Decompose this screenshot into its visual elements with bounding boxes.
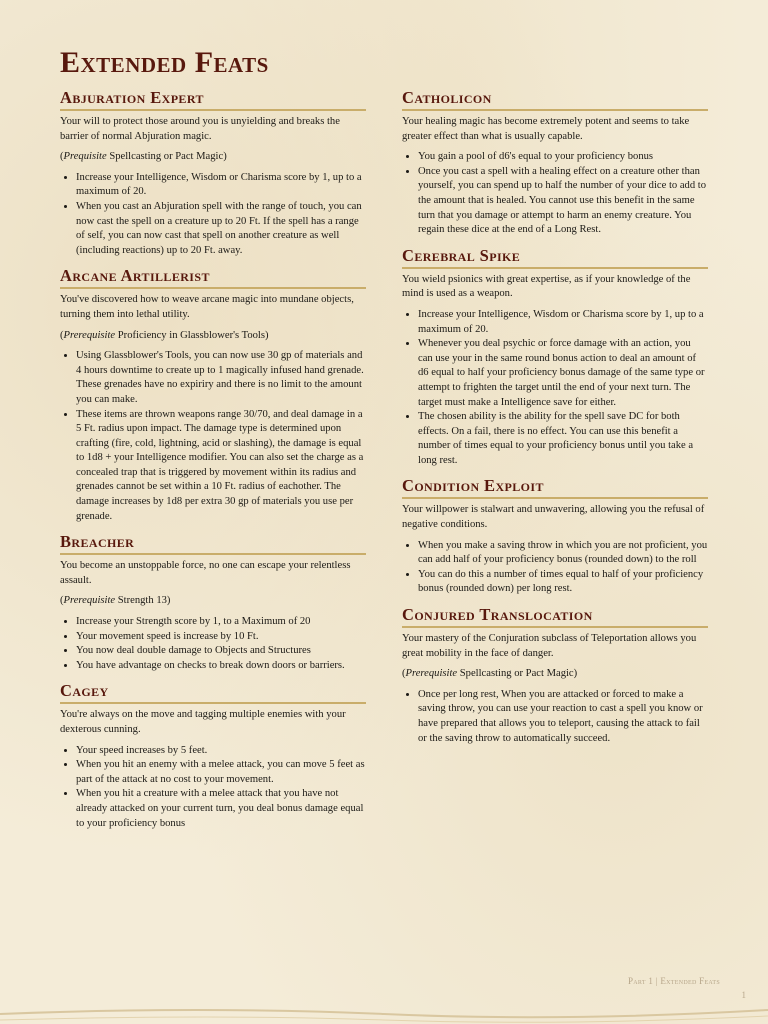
prerequisite-label: Prerequisite — [63, 329, 116, 341]
feat-cagey — [60, 681, 366, 831]
list-item: • When you hit a creature with a melee attack that you have not already attacked on your current turn, you deal bonus damage equal to your proficiency bonus — [76, 787, 366, 831]
page-number: 1 — [741, 990, 746, 1000]
feat-benefits-list — [402, 308, 708, 469]
feat-description: Your healing magic has become extremely potent and seems to take greater effect than what is usually capable. — [402, 116, 690, 142]
prerequisite-text: Spellcasting or Pact Magic) — [106, 151, 227, 163]
feat-benefits-list — [60, 744, 366, 832]
feat-heading: Cagey — [60, 681, 366, 704]
prerequisite-label: Prerequisite — [63, 595, 116, 607]
list-item: • When you make a saving throw in which you are not proficient, you can add half of your proficiency bonus (rounded down) to the roll — [418, 539, 708, 568]
feat-benefits-list — [402, 539, 708, 597]
list-item: • Using Glassblower's Tools, you can now use 30 gp of materials and 4 hours downtime to create up to 1 magically infused hand grenade. These grenades have no expiriry and there is no limit to the amount you can make. — [76, 349, 366, 407]
feat-condition-exploit — [402, 476, 708, 597]
feat-benefits-list — [60, 349, 366, 524]
feat-heading: Catholicon — [402, 88, 708, 111]
feat-prerequisite: (Prequisite Spellcasting or Pact Magic) — [60, 151, 227, 163]
list-item: • You gain a pool of d6's equal to your proficiency bonus — [418, 150, 708, 165]
feat-description: You've discovered how to weave arcane magic into mundane objects, turning them into lethal utility. — [60, 294, 354, 320]
list-item: • You can do this a number of times equal to half of your proficiency bonus (rounded down) per long rest. — [418, 568, 708, 597]
feat-description: You become an unstoppable force, no one can escape your relentless assault. — [60, 560, 351, 586]
list-item: • When you hit an enemy with a melee attack, you can move 5 feet as part of the attack at no cost to your movement. — [76, 758, 366, 787]
prerequisite-text: Spellcasting or Pact Magic) — [457, 668, 578, 680]
footer-ornament — [0, 984, 768, 1024]
feat-conjured-translocation — [402, 605, 708, 746]
prerequisite-label: Prerequisite — [405, 668, 458, 680]
list-item: • Your speed increases by 5 feet. — [76, 744, 366, 759]
list-item: • These items are thrown weapons range 30/70, and deal damage in a 5 Ft. radius upon impact. The damage type is determined upon crafting (fire, cold, lightning, acid or slashing), the damage is equal to 1d8 + your Intelligence modifier. You can also set the charge as a concealed trap that is triggered by movement within its radius and grenades cannot be set within a 10 Ft. radius of eachother. The damage increases by 1d8 per extra 30 gp of materials you use per grenade. — [76, 408, 366, 525]
feat-benefits-list — [402, 150, 708, 238]
page-title: Extended Feats — [60, 46, 269, 79]
feat-prerequisite: (Prerequisite Spellcasting or Pact Magic) — [402, 668, 578, 680]
feat-heading: Conjured Translocation — [402, 605, 708, 628]
feat-heading: Abjuration Expert — [60, 88, 366, 111]
list-item: • Your movement speed is increase by 10 Ft. — [76, 630, 366, 645]
feat-benefits-list — [60, 171, 366, 259]
prerequisite-label: Prequisite — [63, 151, 107, 163]
list-item: • Whenever you deal psychic or force damage with an action, you can use your in the same round bonus action to deal an amount of d6 equal to half your proficiency bonus damage of the same type or attempt to frighten the target until the end of your next turn. The target must make a Intelligence save for either. — [418, 337, 708, 410]
right-column — [402, 88, 708, 754]
prerequisite-text: Strength 13) — [115, 595, 171, 607]
list-item: • Once per long rest, When you are attacked or forced to make a saving throw, you can use your reaction to cast a spell you know or have prepared that allows you to teleport, causing the attack to fail or the saving throw to automatically succeed. — [418, 688, 708, 746]
feat-catholicon — [402, 88, 708, 238]
list-item: • Increase your Intelligence, Wisdom or Charisma score by 1, up to a maximum of 20. — [418, 308, 708, 337]
left-column — [60, 88, 366, 839]
list-item: • The chosen ability is the ability for the spell save DC for both effects. On a fail, there is no effect. You can use this benefit a number of times equal to your proficiency bonus until you take a long rest. — [418, 410, 708, 468]
feat-heading: Breacher — [60, 532, 366, 555]
feat-prerequisite: (Prerequisite Proficiency in Glassblower's Tools) — [60, 329, 269, 341]
feat-cerebral-spike — [402, 246, 708, 469]
list-item: • You now deal double damage to Objects and Structures — [76, 644, 366, 659]
list-item: • Once you cast a spell with a healing effect on a creature other than yourself, you can spend up to half the number of your dice to add to the amount that is healed. You cannot use this benefit in the same turn that you damage or attempt to harm an enemy creature. You regain these dice at the end of a Long Rest. — [418, 165, 708, 238]
list-item: • Increase your Strength score by 1, to a Maximum of 20 — [76, 615, 366, 630]
feat-description: You wield psionics with great expertise, as if your knowledge of the mind is used as a weapon. — [402, 273, 691, 300]
feat-heading: Arcane Artillerist — [60, 266, 366, 289]
feat-benefits-list — [402, 688, 708, 746]
list-item: • You have advantage on checks to break down doors or barriers. — [76, 659, 366, 674]
feat-prerequisite: (Prerequisite Strength 13) — [60, 595, 171, 607]
feat-description: Your will to protect those around you is unyielding and breaks the barrier of normal Abjuration magic. — [60, 116, 340, 142]
feat-description: You're always on the move and tagging multiple enemies with your dexterous cunning. — [60, 709, 346, 735]
footer-label: Part 1 | Extended Feats — [627, 976, 720, 986]
feat-description: Your mastery of the Conjuration subclass of Teleportation allows you great mobility in the face of danger. — [402, 633, 697, 659]
feat-abjuration-expert — [60, 88, 366, 258]
feat-heading: Cerebral Spike — [402, 246, 708, 269]
feat-arcane-artillerist — [60, 266, 366, 524]
feat-description: Your willpower is stalwart and unwavering, allowing you the refusal of negative conditions. — [402, 504, 705, 531]
list-item: • When you cast an Abjuration spell with the range of touch, you can now cast the spell on a creature up to 20 Ft. If the spell has a range of self, you can now cast that spell on another creature as well (including reactions) up to 20 Ft. away. — [76, 200, 366, 258]
list-item: • Increase your Intelligence, Wisdom or Charisma score by 1, up to a maximum of 20. — [76, 171, 366, 200]
feat-benefits-list — [60, 615, 366, 673]
feat-breacher — [60, 532, 366, 673]
feat-heading: Condition Exploit — [402, 476, 708, 499]
prerequisite-text: Proficiency in Glassblower's Tools) — [115, 329, 269, 341]
